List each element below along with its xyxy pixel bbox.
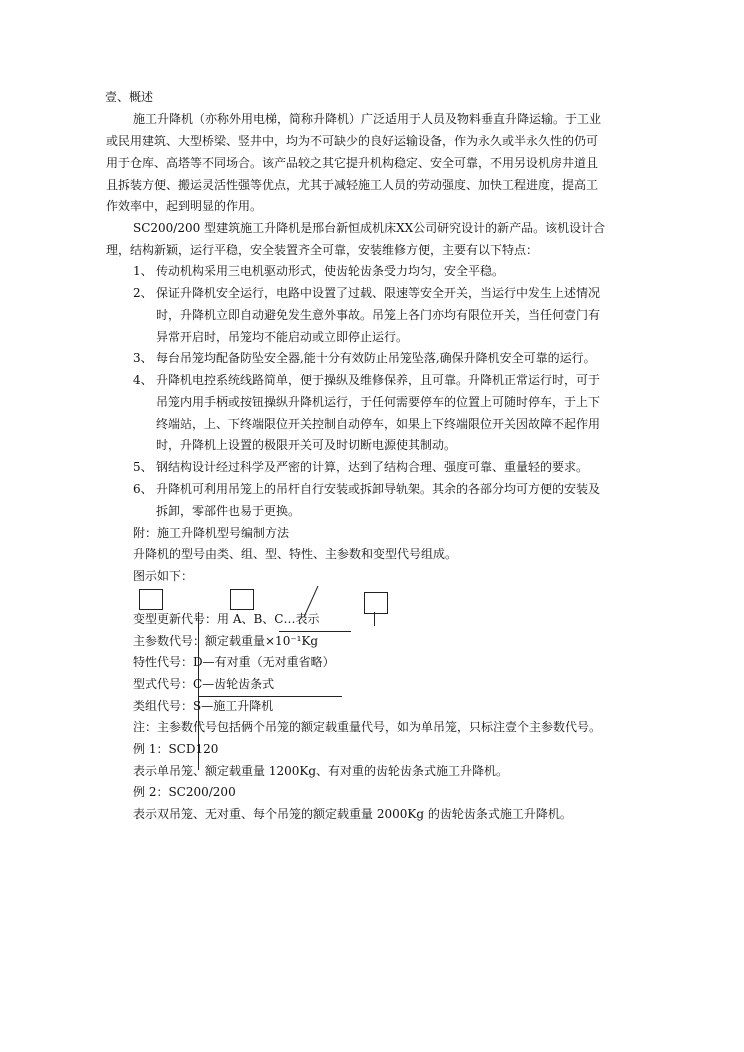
list-item-line: 传动机构采用三电机驱动形式，使齿轮齿条受力均匀，安全平稳。: [156, 264, 505, 278]
leader-underline: [279, 631, 351, 632]
paragraph-line: 且拆装方便、搬运灵活性强等优点，尤其于减轻施工人员的劳动强度、加快工程进度，提高工: [106, 178, 599, 192]
list-item-number: 4、: [133, 373, 153, 387]
example-description: 表示单吊笼、额定载重量 1200Kg、有对重的齿轮齿条式施工升降机。: [133, 764, 509, 778]
paragraph-line: SC200/200 型建筑施工升降机是邢台新恒成机床XX公司研究设计的新产品。该机设计合: [133, 221, 606, 235]
example-label: 例 2：SC200/200: [133, 785, 236, 799]
code-line: 型式代号：C—齿轮齿条式: [133, 677, 275, 691]
list-item-number: 1、: [133, 264, 153, 278]
code-box: [230, 589, 254, 610]
paragraph-line: 作效率中，起到明显的作用。: [106, 199, 263, 213]
leader-line: [374, 612, 375, 626]
note-text: 注：主参数代号包括俩个吊笼的额定载重量代号，如为单吊笼，只标注壹个主参数代号。: [133, 720, 602, 734]
list-item-number: 5、: [133, 460, 153, 474]
paragraph-line: 理，结构新颖，运行平稳，安全装置齐全可靠，安装维修方便，主要有以下特点：: [106, 243, 539, 257]
list-item-line: 保证升降机安全运行，电路中设置了过载、限速等安全开关，当运行中发生上述情况: [156, 286, 601, 300]
appendix-intro: 升降机的型号由类、组、型、特性、主参数和变型代号组成。: [133, 547, 458, 561]
code-line: 主参数代号：额定载重量×10⁻¹Kg: [133, 634, 319, 648]
list-item-line: 拆卸，零部件也易于更换。: [156, 504, 301, 518]
paragraph-line: 施工升降机（亦称外用电梯，简称升降机）广泛适用于人员及物料垂直升降运输。于工业: [133, 112, 602, 126]
list-item-line: 异常开启时，吊笼均不能启动或立即停止运行。: [156, 330, 409, 344]
list-item-line: 终端站，上、下终端限位开关控制自动停车，如果上下终端限位开关因故障不起作用: [156, 417, 601, 431]
leader-underline: [198, 696, 342, 697]
paragraph-line: 或民用建筑、大型桥梁、竖井中，均为不可缺少的良好运输设备，作为永久或半永久性的仍可: [106, 134, 599, 148]
list-item-line: 时，升降机上设置的极限开关可及时切断电源使其制动。: [156, 438, 457, 452]
paragraph-line: 用于仓库、高塔等不同场合。该产品较之其它提升机构稳定、安全可靠，不用另设机房井道且: [106, 156, 599, 170]
list-item-number: 2、: [133, 286, 153, 300]
list-item-line: 升降机电控系统线路简单，便于操纵及维修保养，且可靠。升降机正常运行时，可于: [156, 373, 601, 387]
code-line: 特性代号：D—有对重（无对重省略）: [133, 655, 335, 669]
example-description: 表示双吊笼、无对重、每个吊笼的额定载重量 2000Kg 的齿轮齿条式施工升降机。: [133, 807, 572, 821]
section-heading: 壹、概述: [105, 90, 154, 104]
list-item-number: 6、: [133, 482, 153, 496]
code-box: [139, 589, 163, 610]
code-line: 变型更新代号：用 A、B、C…表示: [133, 612, 320, 626]
diagram-caption: 图示如下：: [133, 569, 194, 583]
list-item-line: 时，升降机立即自动避免发生意外事故。吊笼上各门亦均有限位开关，当任何壹门有: [156, 308, 601, 322]
code-line: 类组代号：S—施工升降机: [133, 699, 274, 713]
example-label: 例 1：SCD120: [133, 742, 219, 756]
list-item-line: 钢结构设计经过科学及严密的计算，达到了结构合理、强度可靠、重量轻的要求。: [156, 460, 589, 474]
list-item-line: 每台吊笼均配备防坠安全器,能十分有效防止吊笼坠落,确保升降机安全可靠的运行。: [156, 351, 596, 365]
code-box: [364, 592, 388, 614]
list-item-line: 升降机可利用吊笼上的吊杆自行安装或拆卸导轨架。其余的各部分均可方便的安装及: [156, 482, 601, 496]
appendix-title: 附：施工升降机型号编制方法: [133, 526, 290, 540]
list-item-number: 3、: [133, 351, 153, 365]
list-item-line: 吊笼内用手柄或按钮操纵升降机运行，于任何需要停车的位置上可随时停车，于上下: [156, 395, 601, 409]
